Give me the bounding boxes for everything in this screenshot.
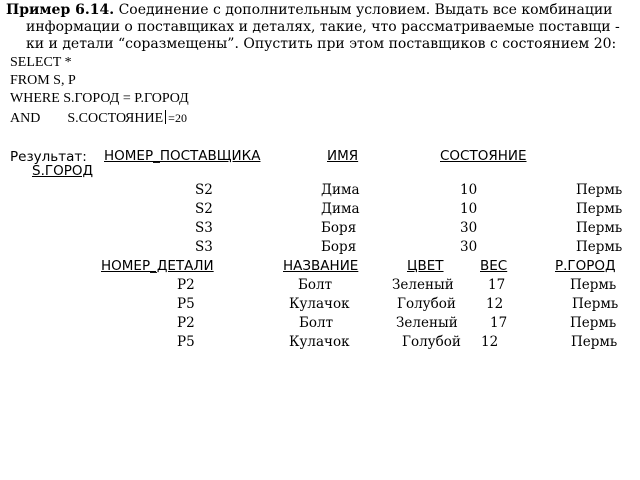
header-s-city: S.ГОРОД bbox=[32, 163, 94, 179]
header-part-number: НОМЕР_ДЕТАЛИ bbox=[101, 258, 214, 274]
cell-weight: 12 bbox=[486, 296, 504, 312]
cell-supplier-number: S3 bbox=[195, 220, 213, 236]
cell-part-name: Кулачок bbox=[289, 296, 350, 312]
cell-color: Голубой bbox=[402, 334, 461, 350]
cell-part-number: P2 bbox=[177, 277, 195, 293]
cell-name: Боря bbox=[321, 220, 357, 236]
query-and-keyword: AND bbox=[10, 111, 41, 126]
cell-weight: 17 bbox=[490, 315, 508, 331]
header-weight: ВЕС bbox=[480, 258, 508, 274]
cell-part-number: P5 bbox=[177, 334, 195, 350]
cell-supplier-number: S3 bbox=[195, 239, 213, 255]
cell-city: Пермь bbox=[576, 201, 623, 217]
cell-city: Пермь bbox=[576, 182, 623, 198]
cell-status: 10 bbox=[460, 182, 478, 198]
cell-p-city: Пермь bbox=[572, 296, 619, 312]
cell-supplier-number: S2 bbox=[195, 201, 213, 217]
cell-part-name: Болт bbox=[299, 315, 334, 331]
example-text-line-1: Соединение с дополнительным условием. Выдать все комбинации bbox=[118, 2, 613, 18]
cell-name: Боря bbox=[321, 239, 357, 255]
cell-color: Зеленый bbox=[392, 277, 454, 293]
header-p-city: Р.ГОРОД bbox=[555, 258, 616, 274]
cell-color: Голубой bbox=[397, 296, 456, 312]
cell-color: Зеленый bbox=[396, 315, 458, 331]
cell-weight: 12 bbox=[481, 334, 499, 350]
cell-name: Дима bbox=[321, 201, 360, 217]
header-name: ИМЯ bbox=[327, 148, 359, 164]
cell-status: 10 bbox=[460, 201, 478, 217]
query-line-where: WHERE S.ГОРОД = P.ГОРОД bbox=[10, 91, 189, 106]
cell-city: Пермь bbox=[576, 239, 623, 255]
query-and-value: =20 bbox=[168, 111, 187, 125]
cell-status: 30 bbox=[460, 220, 478, 236]
cell-p-city: Пермь bbox=[570, 315, 617, 331]
example-text-line-3: ки и детали “соразмещены”. Опустить при этом поставщиков с состоянием 20: bbox=[26, 36, 617, 52]
cell-name: Дима bbox=[321, 182, 360, 198]
header-part-name: НАЗВАНИЕ bbox=[283, 258, 359, 274]
query-and-condition: S.СОСТОЯНИЕ bbox=[67, 111, 164, 126]
query-line-from: FROM S, P bbox=[10, 73, 76, 88]
example-paragraph bbox=[6, 2, 632, 53]
cell-part-name: Болт bbox=[298, 277, 333, 293]
cell-status: 30 bbox=[460, 239, 478, 255]
cell-p-city: Пермь bbox=[570, 277, 617, 293]
cell-p-city: Пермь bbox=[571, 334, 618, 350]
cell-city: Пермь bbox=[576, 220, 623, 236]
cell-part-number: P5 bbox=[177, 296, 195, 312]
cell-weight: 17 bbox=[488, 277, 506, 293]
example-title: Пример 6.14. bbox=[6, 2, 115, 18]
cell-part-name: Кулачок bbox=[289, 334, 350, 350]
cell-supplier-number: S2 bbox=[195, 182, 213, 198]
example-text-line-2: информации о поставщиках и деталях, такие, что рассматриваемые поставщи - bbox=[26, 19, 620, 35]
header-color: ЦВЕТ bbox=[407, 258, 444, 274]
text-cursor-mark bbox=[165, 110, 166, 124]
result-label: Результат: bbox=[10, 149, 87, 165]
query-line-and bbox=[10, 109, 187, 128]
header-status: СОСТОЯНИЕ bbox=[440, 148, 527, 164]
header-supplier-number: НОМЕР_ПОСТАВЩИКА bbox=[104, 148, 261, 164]
cell-part-number: P2 bbox=[177, 315, 195, 331]
query-line-select: SELECT * bbox=[10, 55, 72, 70]
